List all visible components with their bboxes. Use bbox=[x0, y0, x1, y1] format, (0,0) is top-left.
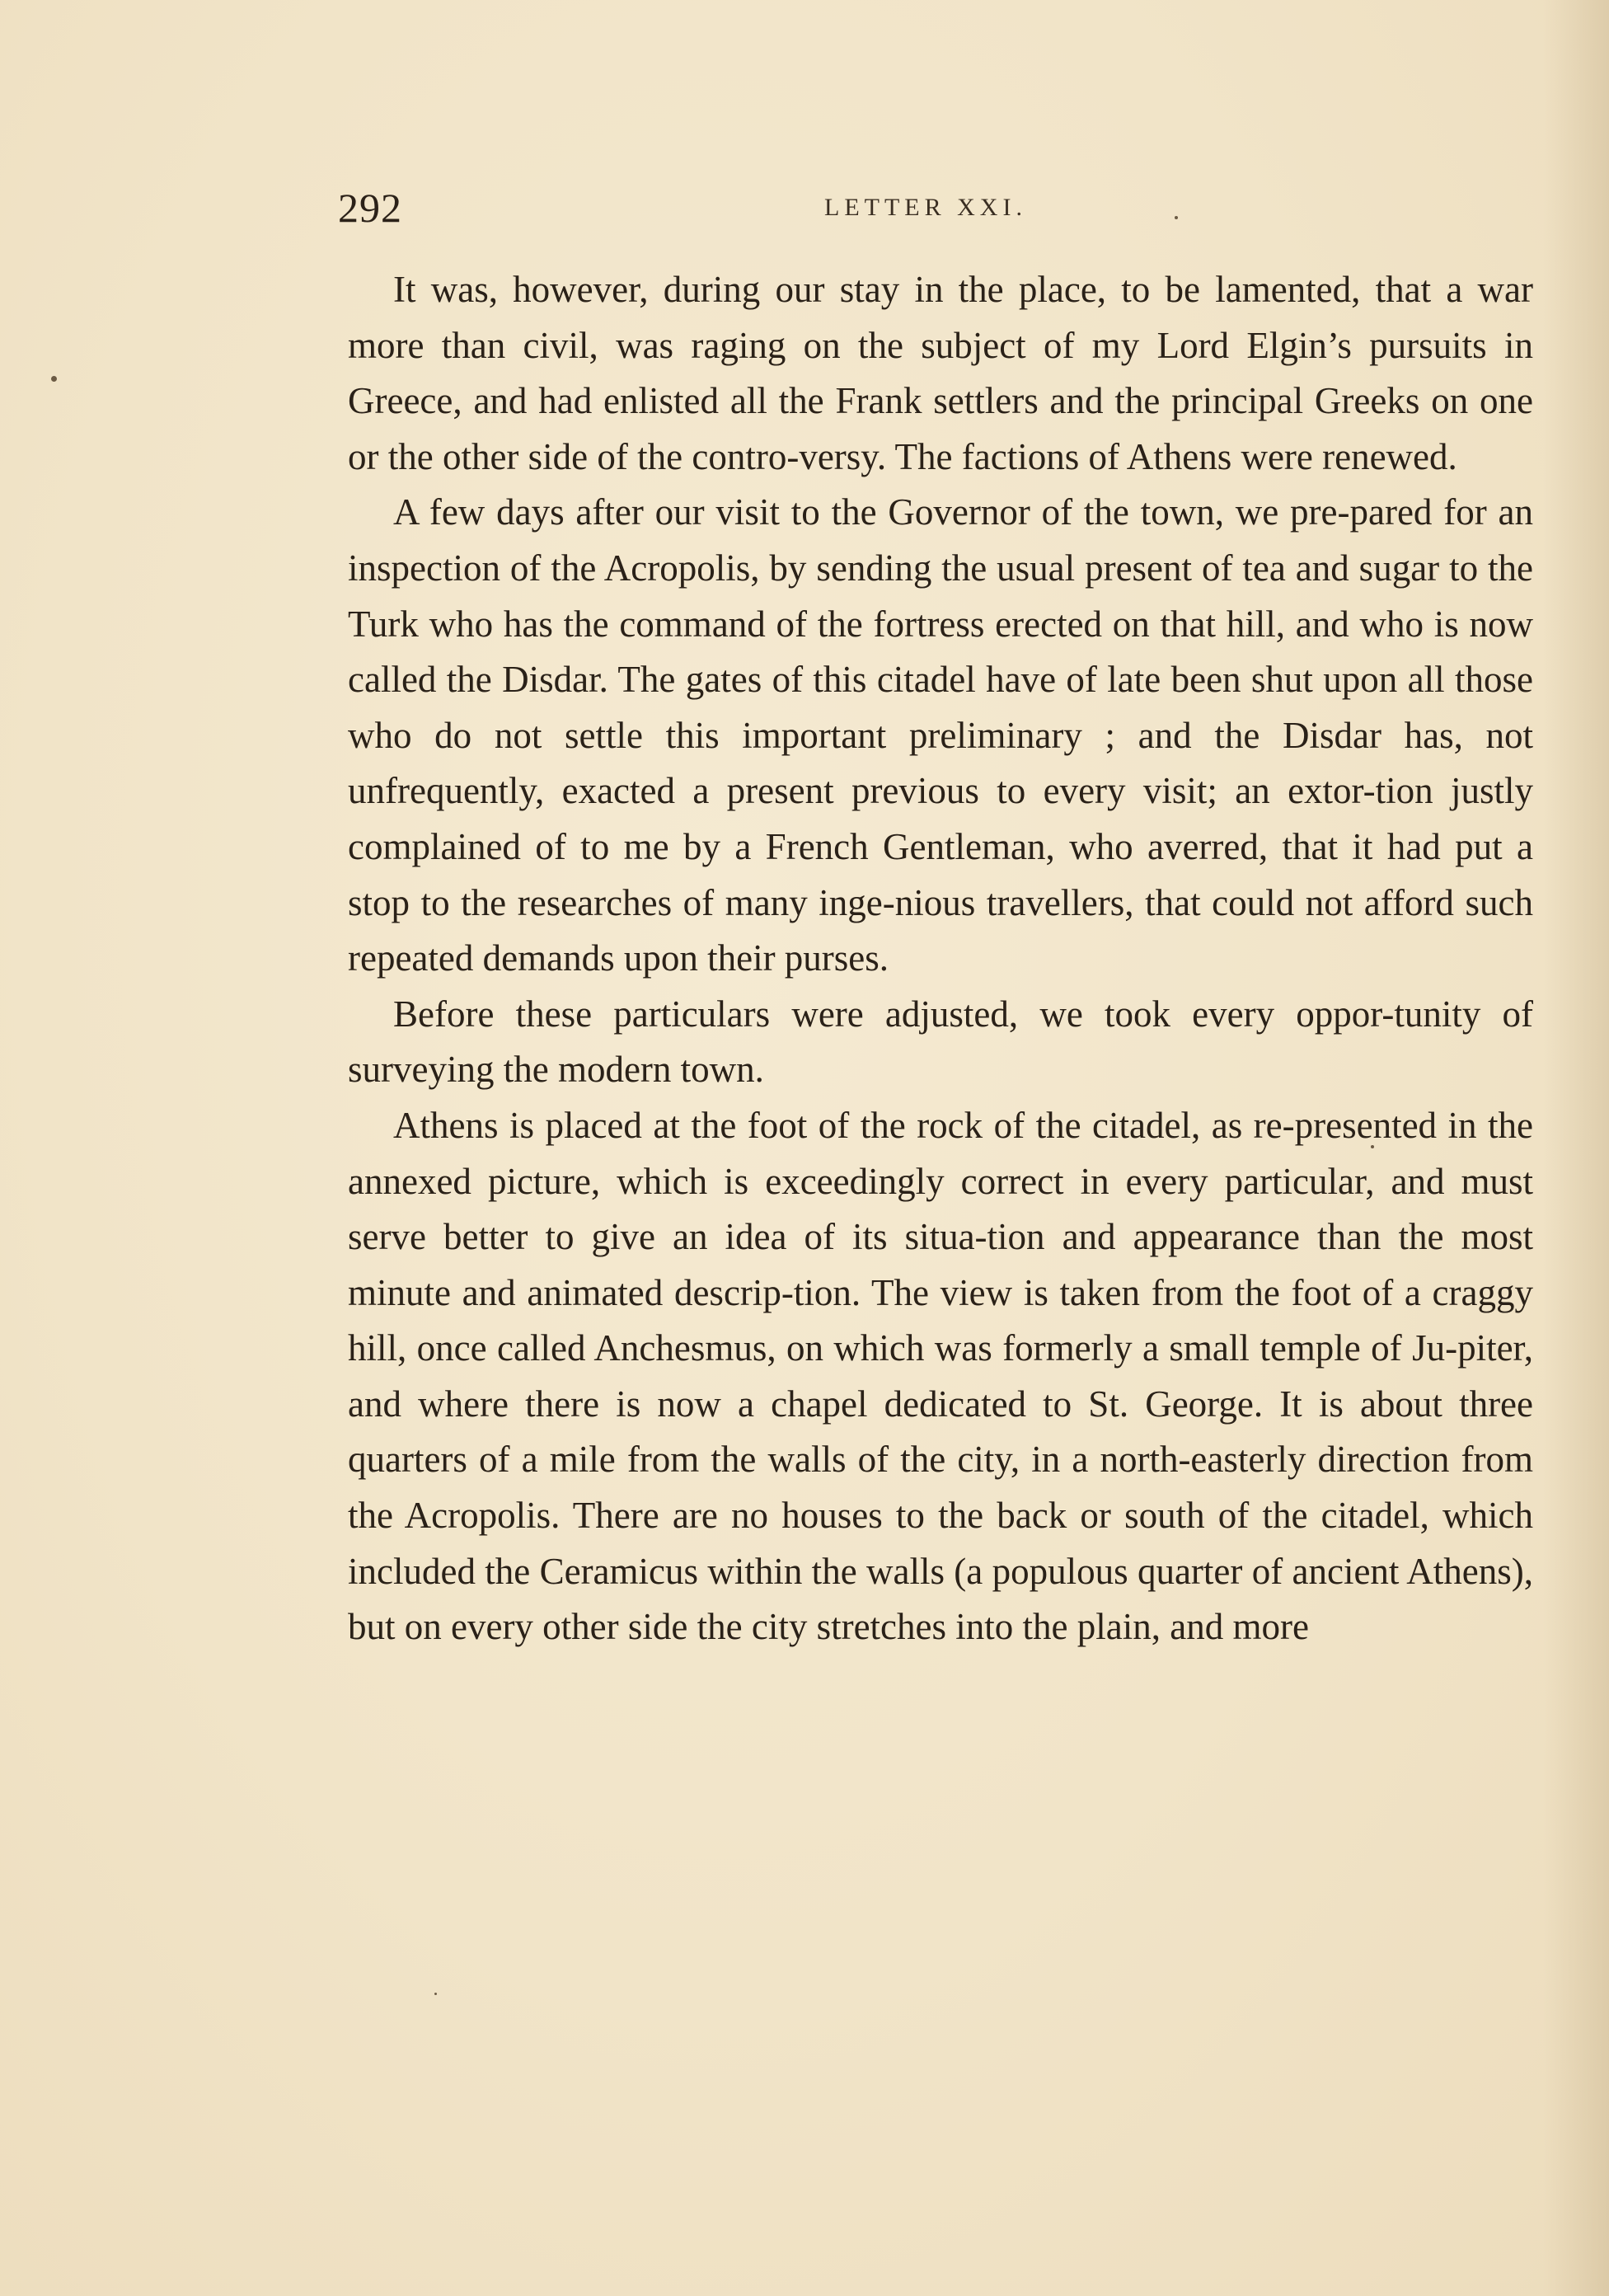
body-text bbox=[348, 262, 1533, 1655]
page-number: 292 bbox=[338, 185, 402, 231]
paragraph: Before these particulars were adjusted, we took every oppor-tunity of surveying the modern town. bbox=[348, 993, 1533, 1091]
page-header bbox=[338, 183, 1533, 232]
running-head: LETTER XXI. bbox=[824, 194, 1027, 221]
page-edge-shadow bbox=[1543, 0, 1609, 2296]
paper-speck bbox=[434, 1993, 437, 1995]
paragraph: Athens is placed at the foot of the rock of the citadel, as re-presented in the annexed picture, which is exceedingly correct in every particular, and must serve better to give an idea of its situa-tion and appearance than the most minute and animated descrip-tion. The view is taken from the foot of a craggy hill, once called Anchesmus, on which was formerly a small temple of Ju-piter, and where there is now a chapel dedicated to St. George. It is about three quarters of a mile from the walls of the city, in a north-easterly direction from the Acropolis. There are no houses to the back or south of the citadel, which included the Ceramicus within the walls (a populous quarter of ancient Athens), but on every other side the city stretches into the plain, and more bbox=[348, 1104, 1533, 1648]
paragraph: A few days after our visit to the Governor of the town, we pre-pared for an inspection of the Acropolis, by sending the usual present of tea and sugar to the Turk who has the command of the fortress erected on that hill, and who is now called the Disdar. The gates of this citadel have of late been shut upon all those who do not settle this important preliminary ; and the Disdar has, not unfrequently, exacted a present previous to every visit; an extor-tion justly complained of to me by a French Gentleman, who averred, that it had put a stop to the researches of many inge-nious travellers, that could not afford such repeated demands upon their purses. bbox=[348, 491, 1533, 979]
paper-speck bbox=[51, 376, 57, 382]
paragraph: It was, however, during our stay in the place, to be lamented, that a war more than civil, was raging on the subject of my Lord Elgin’s pursuits in Greece, and had enlisted all the Frank settlers and the principal Greeks on one or the other side of the contro-versy. The factions of Athens were renewed. bbox=[348, 269, 1533, 477]
